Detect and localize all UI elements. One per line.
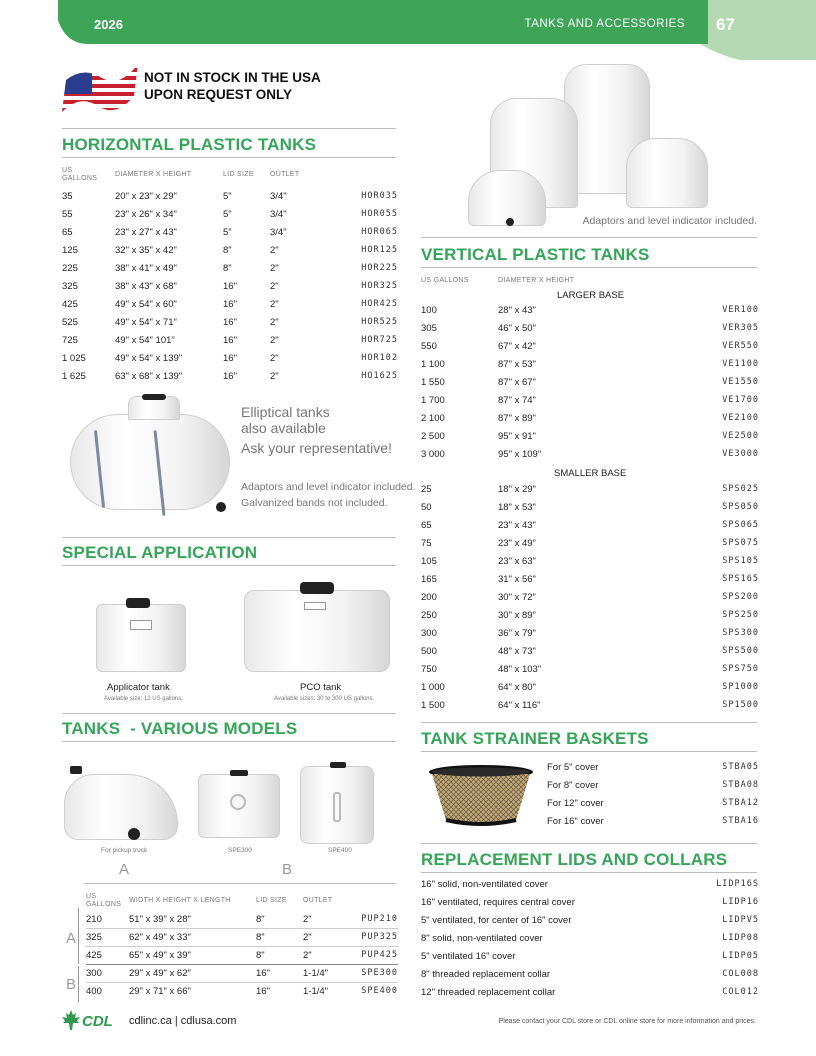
- col-header-outlet: OUTLET: [270, 171, 300, 178]
- cell-gallons: 325: [86, 931, 102, 943]
- divider: [62, 565, 396, 566]
- divider: [62, 713, 396, 714]
- cell-gallons: 65: [421, 519, 432, 531]
- cell-dimensions: 46" x 50": [498, 322, 536, 334]
- cell-dimensions: 49" x 54" 101": [115, 334, 175, 346]
- cell-description: For 5" cover: [547, 761, 599, 773]
- table-row: [421, 427, 759, 445]
- pco-label: PCO tank: [300, 682, 342, 693]
- table-row: [62, 331, 398, 349]
- cell-lid-size: 16": [256, 967, 270, 979]
- cell-product-code: SPS200: [722, 592, 759, 602]
- spe300-tank-image: [198, 770, 282, 838]
- cell-description: 16" solid, non-ventilated cover: [421, 878, 548, 890]
- vertical-title: VERTICAL PLASTIC TANKS: [421, 245, 650, 264]
- cell-dimensions: 63" x 68" x 139": [115, 370, 183, 382]
- cell-gallons: 125: [62, 244, 78, 256]
- table-row: [421, 355, 759, 373]
- cell-gallons: 2 500: [421, 430, 445, 442]
- model-a-label: A: [119, 861, 130, 878]
- cell-lid-size: 16": [223, 316, 237, 328]
- cell-product-code: HOR525: [361, 317, 398, 327]
- cell-description: For 8" cover: [547, 779, 599, 791]
- usa-flag-icon: [62, 60, 140, 116]
- cell-gallons: 550: [421, 340, 437, 352]
- cell-lid-size: 16": [223, 352, 237, 364]
- table-row: [421, 373, 759, 391]
- col-header-gallons: US GALLONS: [86, 893, 122, 908]
- cell-lid-size: 8": [223, 262, 232, 274]
- cell-product-code: VER100: [722, 305, 759, 315]
- cell-dimensions: 64" x 80": [498, 681, 536, 693]
- model-b-label: B: [282, 861, 293, 878]
- cell-product-code: LIDP16: [722, 897, 759, 907]
- cell-product-code: VE1700: [722, 395, 759, 405]
- cell-lid-size: 16": [223, 370, 237, 382]
- divider: [62, 128, 396, 129]
- notice-line-2: UPON REQUEST ONLY: [144, 87, 293, 102]
- cell-gallons: 305: [421, 322, 437, 334]
- lids-title: REPLACEMENT LIDS AND COLLARS: [421, 850, 728, 869]
- cell-description: 8" solid, non-ventilated cover: [421, 932, 543, 944]
- cell-gallons: 210: [86, 913, 102, 925]
- cell-product-code: HOR425: [361, 299, 398, 309]
- table-row: [421, 516, 759, 534]
- table-row: [62, 313, 398, 331]
- cell-product-code: COL012: [722, 987, 759, 997]
- cell-dimensions: 95" x 91": [498, 430, 536, 442]
- cell-outlet: 1-1/4": [303, 967, 329, 979]
- table-row: [86, 964, 398, 982]
- table-row: [421, 319, 759, 337]
- table-row: [421, 552, 759, 570]
- table-row: [421, 480, 759, 498]
- table-row: [421, 965, 759, 983]
- divider: [62, 157, 396, 158]
- cell-product-code: HOR325: [361, 281, 398, 291]
- table-row: [86, 946, 398, 964]
- cell-product-code: PUP325: [361, 932, 398, 942]
- table-row: [421, 624, 759, 642]
- cell-gallons: 1 625: [62, 370, 86, 382]
- cell-gallons: 2 100: [421, 412, 445, 424]
- cell-description: 12" threaded replacement collar: [421, 986, 556, 998]
- cell-product-code: HOR125: [361, 245, 398, 255]
- cell-gallons: 400: [86, 985, 102, 997]
- col-header-dimensions: DIAMETER X HEIGHT: [115, 171, 192, 178]
- cell-outlet: 1-1/4": [303, 985, 329, 997]
- cell-dimensions: 29" x 71" x 66": [129, 985, 191, 997]
- cell-product-code: HO1625: [361, 371, 398, 381]
- cell-dimensions: 23" x 49": [498, 537, 536, 549]
- table-row: [547, 758, 759, 776]
- cell-outlet: 2": [303, 913, 312, 925]
- cell-outlet: 2": [270, 352, 279, 364]
- table-row: [421, 660, 759, 678]
- cell-gallons: 250: [421, 609, 437, 621]
- horizontal-tank-image: [70, 396, 235, 524]
- table-row: [86, 982, 398, 1000]
- cell-description: 16" ventilated, requires central cover: [421, 896, 575, 908]
- cell-gallons: 725: [62, 334, 78, 346]
- header-year: 2026: [94, 17, 123, 32]
- table-row: [421, 337, 759, 355]
- table-row: [62, 277, 398, 295]
- table-row: [421, 911, 759, 929]
- group-b-label: B: [66, 976, 77, 993]
- cell-dimensions: 38" x 41" x 49": [115, 262, 177, 274]
- col-header-gallons: US GALLONS: [421, 277, 469, 284]
- cell-gallons: 1 000: [421, 681, 445, 693]
- table-row: [421, 696, 759, 714]
- table-row: [421, 391, 759, 409]
- table-row: [421, 301, 759, 319]
- cell-gallons: 25: [421, 483, 432, 495]
- cell-gallons: 1 100: [421, 358, 445, 370]
- divider: [421, 237, 757, 238]
- horizontal-note: Adaptors and level indicator included. Galvanized bands not included.: [241, 481, 416, 509]
- cell-gallons: 35: [62, 190, 73, 202]
- cell-dimensions: 30" x 72": [498, 591, 536, 603]
- cell-dimensions: 49" x 54" x 71": [115, 316, 177, 328]
- table-row: [421, 606, 759, 624]
- cell-dimensions: 95" x 109": [498, 448, 542, 460]
- cell-lid-size: 5": [223, 226, 232, 238]
- cell-dimensions: 31" x 56": [498, 573, 536, 585]
- cell-dimensions: 65" x 49" x 39": [129, 949, 191, 961]
- col-header-gallons: US GALLONS: [62, 167, 98, 182]
- cell-dimensions: 18" x 53": [498, 501, 536, 513]
- cell-description: 5" ventilated 16" cover: [421, 950, 516, 962]
- cell-outlet: 3/4": [270, 208, 287, 220]
- cell-product-code: SP1500: [722, 700, 759, 710]
- cell-product-code: HOR225: [361, 263, 398, 273]
- cell-dimensions: 23" x 63": [498, 555, 536, 567]
- col-header-lid: LID SIZE: [223, 171, 254, 178]
- cell-outlet: 2": [303, 949, 312, 961]
- applicator-label: Applicator tank: [107, 682, 170, 693]
- cell-gallons: 200: [421, 591, 437, 603]
- cell-lid-size: 8": [223, 244, 232, 256]
- cell-gallons: 225: [62, 262, 78, 274]
- cell-dimensions: 67" x 42": [498, 340, 536, 352]
- cell-outlet: 2": [270, 280, 279, 292]
- cell-product-code: HOR055: [361, 209, 398, 219]
- cell-product-code: SPS105: [722, 556, 759, 566]
- table-row: [86, 928, 398, 946]
- table-row: [421, 678, 759, 696]
- cell-gallons: 1 500: [421, 699, 445, 711]
- cell-gallons: 325: [62, 280, 78, 292]
- table-row: [547, 794, 759, 812]
- cell-dimensions: 18" x 29": [498, 483, 536, 495]
- cell-lid-size: 16": [223, 298, 237, 310]
- col-header-lid: LID SIZE: [256, 897, 287, 904]
- cell-dimensions: 32" x 35" x 42": [115, 244, 177, 256]
- spe400-tank-image: [300, 762, 376, 844]
- cell-product-code: SP1000: [722, 682, 759, 692]
- cell-gallons: 55: [62, 208, 73, 220]
- table-row: [62, 223, 398, 241]
- cell-product-code: PUP210: [361, 914, 398, 924]
- divider: [421, 751, 757, 752]
- cell-dimensions: 30" x 89": [498, 609, 536, 621]
- table-row: [62, 205, 398, 223]
- cell-product-code: VER550: [722, 341, 759, 351]
- cell-product-code: LIDP05: [722, 951, 759, 961]
- table-row: [421, 498, 759, 516]
- cell-dimensions: 87" x 67": [498, 376, 536, 388]
- divider: [62, 741, 396, 742]
- cell-product-code: SPS075: [722, 538, 759, 548]
- cell-product-code: VE2100: [722, 413, 759, 423]
- table-row: [421, 642, 759, 660]
- table-row: [421, 570, 759, 588]
- cell-gallons: 425: [86, 949, 102, 961]
- table-row: [421, 409, 759, 427]
- table-row: [62, 259, 398, 277]
- divider: [421, 722, 757, 723]
- cell-outlet: 2": [270, 334, 279, 346]
- cell-dimensions: 49" x 54" x 139": [115, 352, 183, 364]
- cell-product-code: HOR725: [361, 335, 398, 345]
- cell-gallons: 50: [421, 501, 432, 513]
- cell-product-code: STBA12: [722, 798, 759, 808]
- cell-dimensions: 48" x 103": [498, 663, 542, 675]
- cell-dimensions: 23" x 26" x 34": [115, 208, 177, 220]
- larger-base-label: LARGER BASE: [557, 290, 625, 301]
- cell-lid-size: 8": [256, 913, 265, 925]
- cell-gallons: 300: [421, 627, 437, 639]
- cell-dimensions: 87" x 74": [498, 394, 536, 406]
- table-row: [421, 875, 759, 893]
- cell-dimensions: 51" x 39" x 28": [129, 913, 191, 925]
- cell-gallons: 1 700: [421, 394, 445, 406]
- cell-dimensions: 62" x 49" x 33": [129, 931, 191, 943]
- table-row: [421, 947, 759, 965]
- table-row: [421, 929, 759, 947]
- cell-dimensions: 36" x 79": [498, 627, 536, 639]
- ask-representative: Ask your representative!: [241, 440, 392, 456]
- pickup-caption: For pickup truck: [101, 847, 148, 854]
- cell-lid-size: 8": [256, 931, 265, 943]
- cdl-logo: CDL: [82, 1013, 113, 1030]
- cell-outlet: 3/4": [270, 190, 287, 202]
- header-section: TANKS AND ACCESSORIES: [524, 18, 685, 30]
- table-row: [62, 349, 398, 367]
- cell-product-code: LIDP16S: [716, 879, 759, 889]
- cell-product-code: SPS750: [722, 664, 759, 674]
- cell-lid-size: 16": [223, 280, 237, 292]
- applicator-sub: Available size: 12 US gallons.: [104, 696, 183, 702]
- cell-outlet: 2": [270, 316, 279, 328]
- notice-text: [144, 69, 321, 103]
- header-bar: [0, 0, 816, 60]
- divider: [421, 872, 757, 873]
- table-row: [62, 367, 398, 385]
- divider: [84, 883, 396, 884]
- cell-outlet: 2": [270, 262, 279, 274]
- spe400-caption: SPE400: [328, 847, 352, 854]
- vertical-tanks-image: [468, 60, 714, 228]
- cell-product-code: SPS050: [722, 502, 759, 512]
- pco-tank-image: [244, 582, 392, 674]
- group-a-bracket: [78, 908, 79, 964]
- cell-product-code: PUP425: [361, 950, 398, 960]
- divider: [421, 267, 757, 268]
- divider: [421, 843, 757, 844]
- page-number: 67: [716, 15, 735, 34]
- cell-gallons: 100: [421, 304, 437, 316]
- table-row: [421, 534, 759, 552]
- group-b-bracket: [78, 966, 79, 1002]
- cell-outlet: 3/4": [270, 226, 287, 238]
- cell-gallons: 750: [421, 663, 437, 675]
- cell-gallons: 425: [62, 298, 78, 310]
- cell-dimensions: 87" x 53": [498, 358, 536, 370]
- cell-product-code: LIDPV5: [722, 915, 759, 925]
- applicator-tank-image: [96, 598, 188, 674]
- table-row: [547, 776, 759, 794]
- strainer-basket-image: [426, 762, 536, 828]
- cell-product-code: HOR065: [361, 227, 398, 237]
- cell-description: 8" threaded replacement collar: [421, 968, 551, 980]
- pco-sub: Available sizes: 30 to 300 US gallons.: [274, 696, 375, 702]
- table-row: [62, 295, 398, 313]
- table-row: [62, 187, 398, 205]
- cell-gallons: 300: [86, 967, 102, 979]
- cell-product-code: VE3000: [722, 449, 759, 459]
- cell-description: For 16" cover: [547, 815, 604, 827]
- cell-gallons: 1 550: [421, 376, 445, 388]
- footer-website[interactable]: cdlinc.ca | cdlusa.com: [129, 1015, 237, 1027]
- cell-gallons: 525: [62, 316, 78, 328]
- elliptical-note: Elliptical tanks also available: [241, 404, 330, 436]
- table-row: [86, 910, 398, 928]
- cell-product-code: VER305: [722, 323, 759, 333]
- cell-product-code: SPS065: [722, 520, 759, 530]
- cell-product-code: SPE300: [361, 968, 398, 978]
- table-row: [421, 893, 759, 911]
- cell-dimensions: 29" x 49" x 62": [129, 967, 191, 979]
- cell-outlet: 2": [270, 244, 279, 256]
- col-header-outlet: OUTLET: [303, 897, 333, 904]
- cell-outlet: 2": [303, 931, 312, 943]
- maple-leaf-icon: [60, 1009, 82, 1031]
- cell-product-code: HOR035: [361, 191, 398, 201]
- divider: [62, 537, 396, 538]
- table-row: [547, 812, 759, 830]
- special-title: SPECIAL APPLICATION: [62, 543, 258, 562]
- cell-gallons: 165: [421, 573, 437, 585]
- cell-dimensions: 64" x 116": [498, 699, 541, 711]
- smaller-base-label: SMALLER BASE: [554, 468, 627, 479]
- cell-dimensions: 38" x 43" x 68": [115, 280, 177, 292]
- cell-dimensions: 20" x 23" x 29": [115, 190, 177, 202]
- cell-gallons: 105: [421, 555, 437, 567]
- cell-gallons: 75: [421, 537, 432, 549]
- table-row: [421, 983, 759, 1001]
- cell-dimensions: 48" x 73": [498, 645, 536, 657]
- cell-product-code: COL008: [722, 969, 759, 979]
- col-header-dimensions: DIAMETER X HEIGHT: [498, 277, 575, 284]
- cell-product-code: SPS300: [722, 628, 759, 638]
- cell-dimensions: 23" x 43": [498, 519, 536, 531]
- table-row: [421, 588, 759, 606]
- cell-dimensions: 23" x 27" x 43": [115, 226, 177, 238]
- cell-outlet: 2": [270, 370, 279, 382]
- cell-outlet: 2": [270, 298, 279, 310]
- col-header-dimensions: WIDTH X HEIGHT X LENGTH: [129, 897, 231, 904]
- cell-lid-size: 5": [223, 208, 232, 220]
- table-row: [62, 241, 398, 259]
- notice-line-1: NOT IN STOCK IN THE USA: [144, 70, 321, 85]
- cell-product-code: SPS250: [722, 610, 759, 620]
- cell-description: For 12" cover: [547, 797, 604, 809]
- cell-dimensions: 49" x 54" x 60": [115, 298, 177, 310]
- cell-gallons: 3 000: [421, 448, 445, 460]
- various-title: TANKS - VARIOUS MODELS: [62, 719, 298, 738]
- cell-product-code: VE1100: [722, 359, 759, 369]
- cell-product-code: STBA16: [722, 816, 759, 826]
- group-a-label: A: [66, 930, 77, 947]
- cell-product-code: HOR102: [361, 353, 398, 363]
- cell-gallons: 500: [421, 645, 437, 657]
- cell-product-code: SPS165: [722, 574, 759, 584]
- horizontal-title: HORIZONTAL PLASTIC TANKS: [62, 135, 317, 154]
- footer-contact: Please contact your CDL store or CDL online store for more information and prices.: [498, 1018, 756, 1025]
- cell-product-code: STBA08: [722, 780, 759, 790]
- cell-gallons: 1 025: [62, 352, 86, 364]
- cell-dimensions: 28" x 43": [498, 304, 536, 316]
- pickup-tank-image: [64, 764, 180, 844]
- spe300-caption: SPE300: [228, 847, 252, 854]
- table-row: [421, 445, 759, 463]
- cell-description: 5" ventilated, for center of 16" cover: [421, 914, 572, 926]
- strainer-title: TANK STRAINER BASKETS: [421, 729, 649, 748]
- cell-product-code: SPE400: [361, 986, 398, 996]
- cell-product-code: SPS500: [722, 646, 759, 656]
- cell-lid-size: 16": [256, 985, 270, 997]
- cell-product-code: SPS025: [722, 484, 759, 494]
- cell-lid-size: 16": [223, 334, 237, 346]
- cell-product-code: LIDP08: [722, 933, 759, 943]
- cell-product-code: VE1550: [722, 377, 759, 387]
- cell-lid-size: 8": [256, 949, 265, 961]
- cell-gallons: 65: [62, 226, 73, 238]
- cell-product-code: VE2500: [722, 431, 759, 441]
- cell-dimensions: 87" x 89": [498, 412, 536, 424]
- cell-product-code: STBA05: [722, 762, 759, 772]
- vertical-img-note: Adaptors and level indicator included.: [582, 215, 757, 227]
- cell-lid-size: 5": [223, 190, 232, 202]
